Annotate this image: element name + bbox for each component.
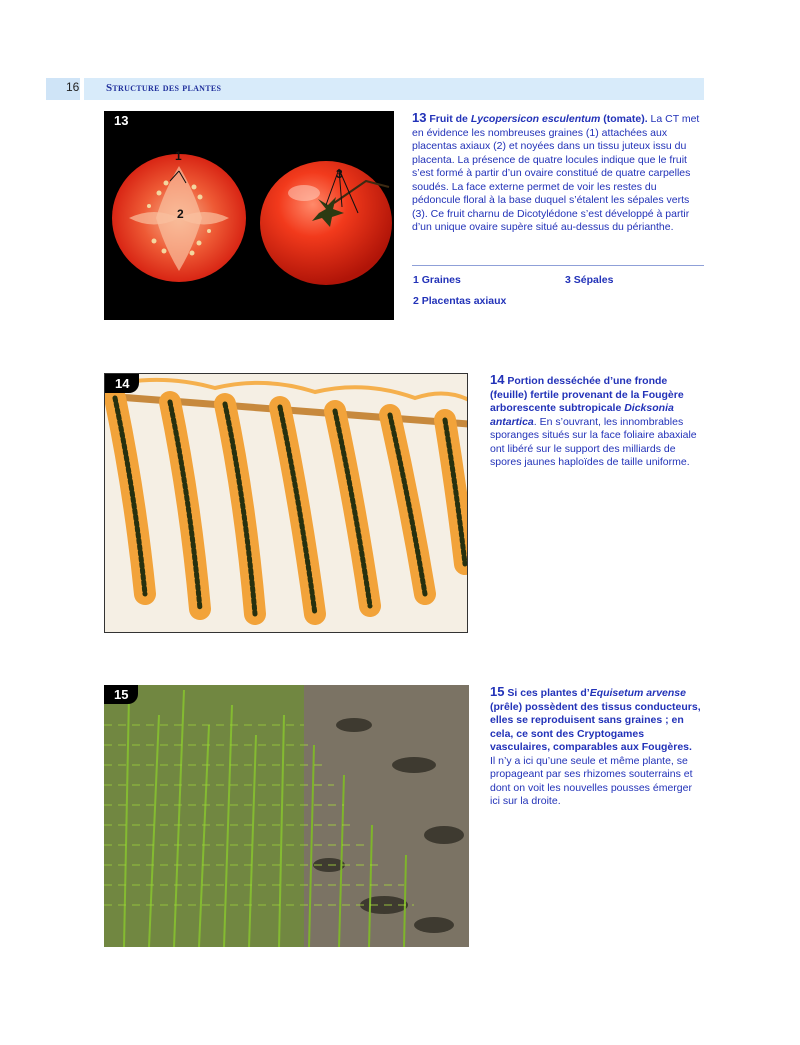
figure-14-fern-photo: [104, 373, 468, 633]
legend-graines: 1 Graines: [413, 274, 461, 286]
caption-14-bold: Portion desséchée d’une fronde (feuille) fertile provenant de la Fougère arborescente subtropicale: [490, 375, 684, 414]
figure-15-horsetail-photo: [104, 685, 469, 947]
label-1: 1: [175, 149, 182, 163]
figure-badge: 15: [104, 685, 138, 704]
figure-badge: 13: [104, 111, 138, 130]
label-3: 3: [336, 167, 343, 181]
caption-15-text: Il n’y a ici qu’une seule et même plante, se propageant par ses rhizomes souterrains et dont on voit les nouvelles pousses émerger ici sur la droite.: [490, 754, 693, 807]
tomato-illustration: [104, 111, 394, 320]
caption-15-number: 15: [490, 684, 505, 699]
legend-placentas: 2 Placentas axiaux: [413, 295, 507, 307]
figure-13-tomato-photo: [104, 111, 394, 320]
legend-sepales: 3 Sépales: [565, 274, 614, 286]
caption-13-common: (tomate).: [600, 113, 648, 125]
caption-15-bold-b: (prêle) possèdent des tissus conducteurs, elles se reproduisent sans graines ; en cela, ce sont des Cryptogames vasculaires, comparables aux Fougères.: [490, 700, 701, 753]
caption-14-number: 14: [490, 372, 505, 387]
caption-13-species: Lycopersicon esculentum: [470, 113, 601, 125]
caption-13-number: 13: [412, 110, 427, 125]
caption-15-bold-a: Si ces plantes d’: [507, 687, 590, 699]
caption-14-species: Dicksonia antartica: [490, 402, 674, 428]
page-number: 16: [66, 80, 80, 94]
label-2: 2: [177, 207, 184, 221]
caption-13-lead: Fruit de: [429, 113, 468, 125]
section-title: Structure des plantes: [106, 82, 222, 94]
legend-separator: [412, 265, 704, 266]
horsetail-illustration: [104, 685, 469, 947]
caption-13: [412, 111, 704, 235]
fern-illustration: [105, 374, 468, 633]
caption-14-text: . En s’ouvrant, les innombrables sporanges situés sur la face foliaire abaxiale ont libéré sur le support des milliards de spores jaunes haploïdes de taille uniforme.: [490, 415, 697, 468]
caption-14: [490, 373, 704, 470]
figure-badge: 14: [105, 374, 139, 393]
caption-15: [490, 685, 704, 809]
caption-13-text: La CT met en évidence les nombreuses graines (1) attachées aux placentas axiaux (2) et noyées dans un tissu juteux issu du placenta. La présence de quatre locules indique que le fruit s’est formé à partir d’un ovaire constitué de quatre carpelles soudés. La face externe permet de voir les restes du pédoncule floral à la base duquel s’étalent les sépales verts (3). Ce fruit charnu de Dicotylédone s’est développé à partir d’un unique ovaire supère situé au-dessus du périanthe.: [412, 113, 700, 233]
caption-15-species: Equisetum arvense: [589, 687, 686, 699]
